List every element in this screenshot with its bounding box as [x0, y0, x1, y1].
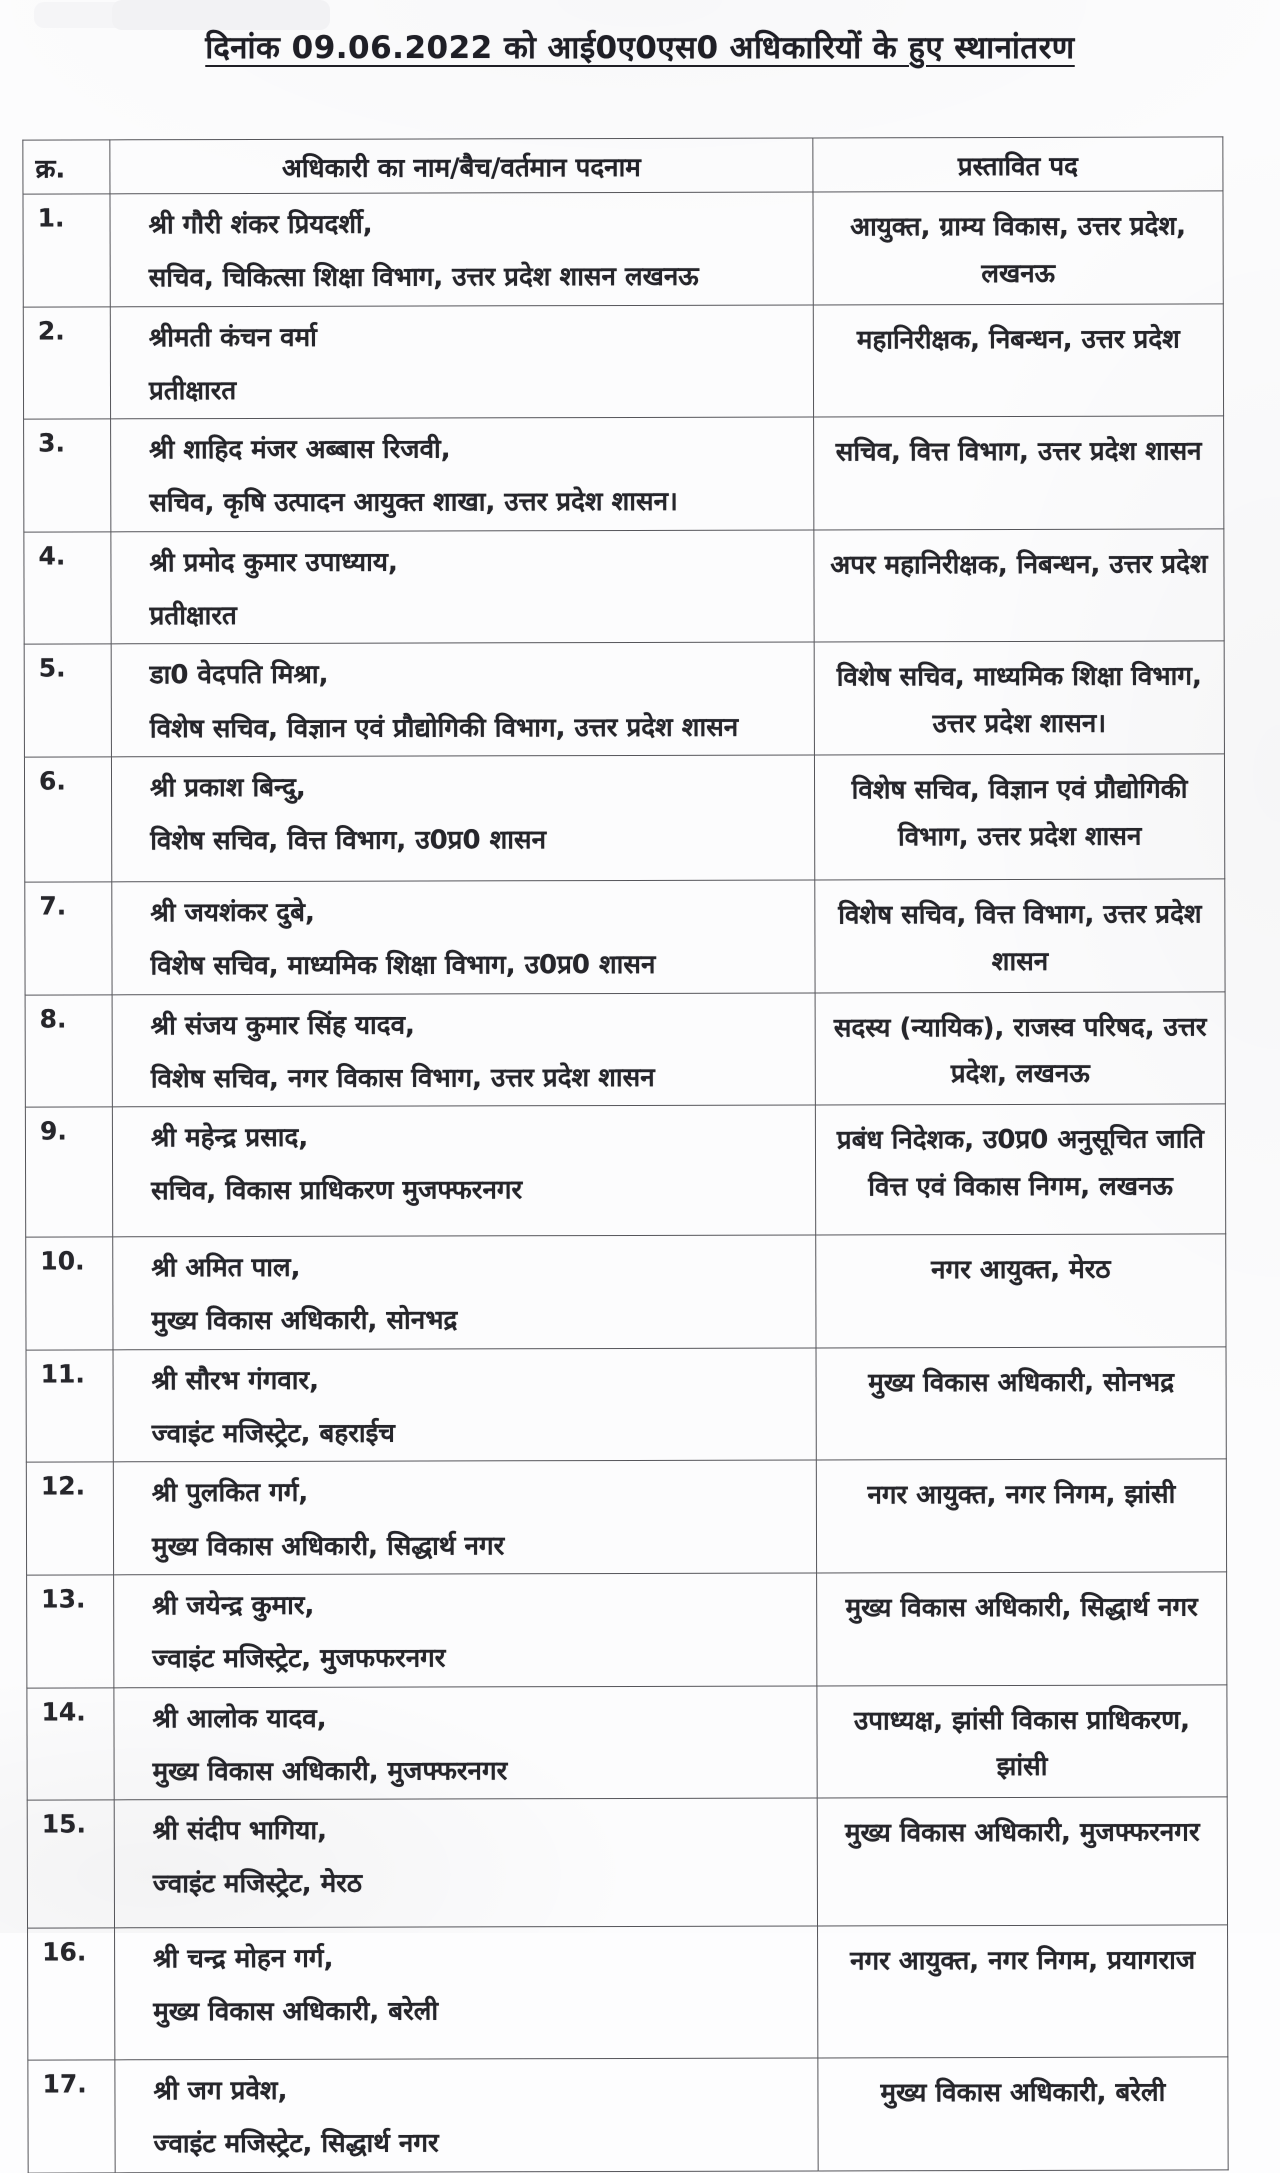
officer-name: श्री जयशंकर दुबे, [150, 897, 315, 929]
table-row [23, 304, 1223, 420]
officer-current-post: सचिव, चिकित्सा शिक्षा विभाग, उत्तर प्रदेश शासन लखनऊ [148, 262, 699, 294]
proposed-post-cell: प्रबंध निदेशक, उ0प्र0 अनुसूचित जाति वित्त एवं विकास निगम, लखनऊ [815, 1104, 1225, 1235]
table-row [25, 991, 1225, 1107]
officer-name: श्री अमित पाल, [151, 1253, 301, 1284]
proposed-post-cell: महानिरीक्षक, निबन्धन, उत्तर प्रदेश [813, 304, 1223, 418]
serial-cell: 12. [26, 1462, 113, 1575]
table-row [24, 529, 1224, 645]
officer-name: श्री पुलकित गर्ग, [151, 1478, 309, 1509]
officer-name: श्री आलोक यादव, [152, 1703, 327, 1734]
officer-name: श्री संजय कुमार सिंह यादव, [150, 1010, 415, 1041]
officer-current-post: मुख्य विकास अधिकारी, सोनभद्र [151, 1305, 458, 1337]
officer-cell [111, 642, 814, 756]
serial-cell: 4. [24, 532, 111, 645]
serial-cell: 11. [26, 1350, 113, 1463]
officer-name: श्री गौरी शंकर प्रियदर्शी, [148, 209, 373, 241]
serial-cell: 3. [24, 419, 111, 532]
officer-name: डा0 वेदपति मिश्रा, [149, 660, 329, 691]
header-serial: क्र. [23, 140, 110, 194]
proposed-post-cell: मुख्य विकास अधिकारी, मुजफ्फरनगर [817, 1797, 1227, 1926]
officer-cell [110, 192, 813, 306]
serial-cell: 14. [27, 1687, 114, 1800]
officer-current-post: सचिव, विकास प्राधिकरण मुजफ्फरनगर [151, 1175, 523, 1207]
serial-cell: 16. [28, 1928, 115, 2060]
officer-name: श्री जयेन्द्र कुमार, [152, 1590, 315, 1622]
proposed-post-cell: मुख्य विकास अधिकारी, सोनभद्र [816, 1347, 1226, 1461]
table-row [27, 1684, 1227, 1800]
proposed-post-cell: मुख्य विकास अधिकारी, बरेली [818, 2057, 1228, 2171]
table-row [27, 1797, 1227, 1928]
table-header-row [23, 137, 1223, 194]
officer-current-post: मुख्य विकास अधिकारी, बरेली [153, 1996, 439, 2028]
officer-cell [112, 1105, 815, 1237]
officer-current-post: प्रतीक्षारत [148, 375, 237, 407]
proposed-post-cell: अपर महानिरीक्षक, निबन्धन, उत्तर प्रदेश [814, 529, 1224, 643]
officer-name: श्री संदीप भागिया, [152, 1815, 328, 1847]
officer-cell [114, 1573, 817, 1687]
table-row [23, 191, 1223, 307]
proposed-post-cell: विशेष सचिव, विज्ञान एवं प्रौद्योगिकी विभाग, उत्तर प्रदेश शासन [814, 754, 1224, 880]
serial-cell: 1. [23, 194, 110, 307]
table-row [25, 1104, 1225, 1237]
serial-cell: 5. [24, 644, 111, 757]
table-row [25, 879, 1225, 995]
officer-cell [111, 417, 814, 531]
serial-cell: 15. [27, 1800, 114, 1928]
table-row [24, 641, 1224, 757]
officer-cell [111, 755, 814, 882]
officer-current-post: विशेष सचिव, विज्ञान एवं प्रौद्योगिकी विभाग, उत्तर प्रदेश शासन [149, 712, 739, 744]
proposed-post-cell: उपाध्यक्ष, झांसी विकास प्राधिकरण, झांसी [817, 1684, 1227, 1798]
officer-name: श्री जग प्रवेश, [153, 2076, 288, 2107]
table-row [27, 1572, 1227, 1688]
table-row [26, 1347, 1226, 1463]
officer-cell [111, 530, 814, 644]
proposed-post-cell: आयुक्त, ग्राम्य विकास, उत्तर प्रदेश, लखनऊ [813, 191, 1223, 305]
header-officer: अधिकारी का नाम/बैच/वर्तमान पदनाम [110, 138, 813, 194]
proposed-post-cell: नगर आयुक्त, नगर निगम, प्रयागराज [818, 1925, 1228, 2058]
proposed-post-cell: सदस्य (न्यायिक), राजस्व परिषद, उत्तर प्रदेश, लखनऊ [815, 991, 1225, 1105]
officer-name: श्री शाहिद मंजर अब्बास रिजवी, [149, 434, 451, 466]
officer-name: श्री प्रमोद कुमार उपाध्याय, [149, 547, 398, 579]
officer-cell [113, 1460, 816, 1574]
table-row [28, 1925, 1228, 2060]
officer-current-post: मुख्य विकास अधिकारी, मुजफ्फरनगर [152, 1756, 508, 1788]
table-row [28, 2057, 1228, 2173]
serial-cell: 8. [25, 994, 112, 1107]
proposed-post-cell: नगर आयुक्त, मेरठ [816, 1234, 1226, 1348]
officer-current-post: ज्वाइंट मजिस्ट्रेट, मुजफफरनगर [152, 1643, 446, 1675]
officer-name: श्री सौरभ गंगवार, [151, 1365, 320, 1396]
document-title: दिनांक 09.06.2022 को आई0ए0एस0 अधिकारियों के हुए स्थानांतरण [205, 30, 1075, 66]
officer-current-post: सचिव, कृषि उत्पादन आयुक्त शाखा, उत्तर प्रदेश शासन। [149, 487, 678, 519]
officer-current-post: विशेष सचिव, नगर विकास विभाग, उत्तर प्रदेश शासन [150, 1062, 655, 1095]
officer-name: श्री चन्द्र मोहन गर्ग, [153, 1943, 334, 1975]
proposed-post-cell: विशेष सचिव, माध्यमिक शिक्षा विभाग, उत्तर प्रदेश शासन। [814, 641, 1224, 755]
officer-cell [114, 1798, 817, 1928]
officer-current-post: प्रतीक्षारत [149, 601, 237, 632]
serial-cell: 17. [28, 2060, 115, 2173]
proposed-post-cell: मुख्य विकास अधिकारी, सिद्धार्थ नगर [817, 1572, 1227, 1686]
officer-cell [112, 993, 815, 1107]
transfer-table [22, 136, 1227, 2173]
serial-cell: 13. [27, 1575, 114, 1688]
proposed-post-cell: सचिव, वित्त विभाग, उत्तर प्रदेश शासन [814, 416, 1224, 530]
proposed-post-cell: विशेष सचिव, वित्त विभाग, उत्तर प्रदेश शासन [815, 879, 1225, 993]
serial-cell: 9. [25, 1107, 112, 1237]
officer-name: श्री महेन्द्र प्रसाद, [150, 1122, 309, 1154]
officer-cell [113, 1235, 816, 1349]
officer-current-post: ज्वाइंट मजिस्ट्रेट, बहराईच [151, 1418, 395, 1450]
officer-current-post: ज्वाइंट मजिस्ट्रेट, मेरठ [152, 1869, 363, 1900]
officer-name: श्रीमती कंचन वर्मा [148, 322, 317, 353]
table-row [26, 1459, 1226, 1575]
table-row [24, 416, 1224, 532]
officer-current-post: विशेष सचिव, माध्यमिक शिक्षा विभाग, उ0प्र0 शासन [150, 950, 656, 982]
officer-current-post: मुख्य विकास अधिकारी, सिद्धार्थ नगर [151, 1530, 505, 1562]
officer-cell [114, 1686, 817, 1800]
table-row [26, 1234, 1226, 1350]
serial-cell: 7. [25, 882, 112, 995]
officer-cell [113, 1348, 816, 1462]
officer-cell [110, 305, 813, 419]
header-proposed-post: प्रस्तावित पद [813, 137, 1223, 192]
table-row [24, 754, 1224, 882]
serial-cell: 6. [24, 757, 111, 882]
serial-cell: 2. [23, 306, 110, 419]
officer-cell [115, 1926, 818, 2060]
serial-cell: 10. [26, 1237, 113, 1350]
officer-cell [115, 2058, 818, 2172]
officer-current-post: ज्वाइंट मजिस्ट्रेट, सिद्धार्थ नगर [153, 2128, 439, 2160]
proposed-post-cell: नगर आयुक्त, नगर निगम, झांसी [816, 1459, 1226, 1573]
officer-cell [112, 880, 815, 994]
officer-name: श्री प्रकाश बिन्दु, [149, 772, 306, 804]
officer-current-post: विशेष सचिव, वित्त विभाग, उ0प्र0 शासन [150, 825, 547, 857]
